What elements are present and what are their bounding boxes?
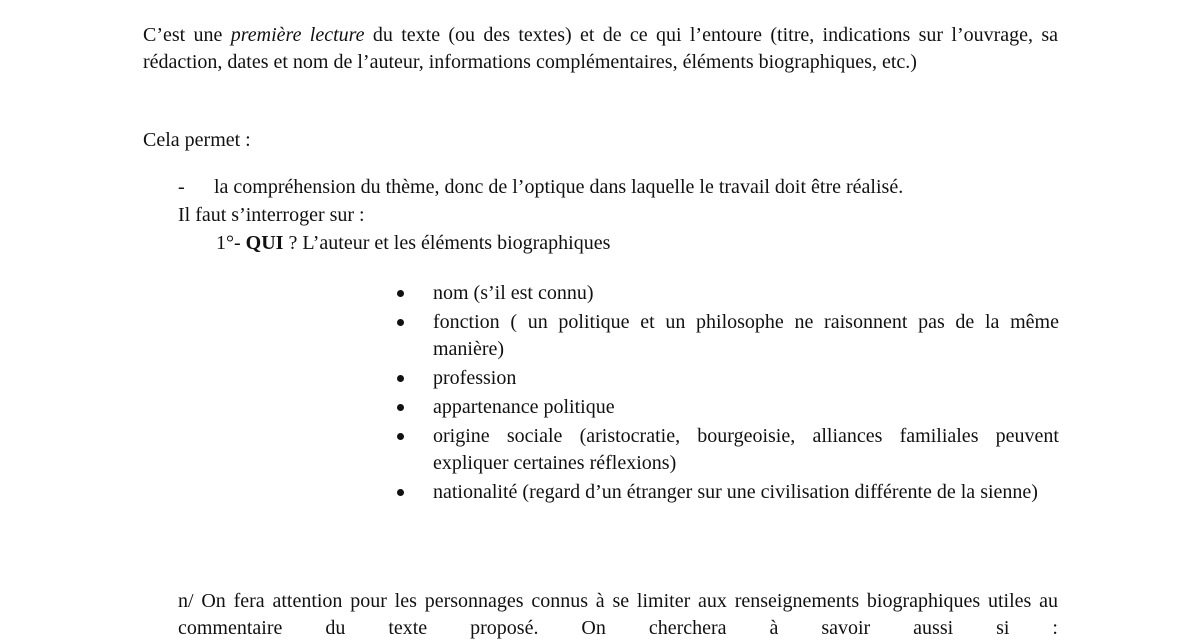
note-paragraph: n/ On fera attention pour les personnages connus à se limiter aux renseignements biographiques utiles au commentaire du texte proposé. On cherchera à savoir aussi si :	[178, 590, 1058, 639]
bullet-text: nom (s’il est connu)	[433, 282, 594, 304]
bullet-item	[397, 479, 1059, 506]
dash-marker: -	[178, 176, 185, 198]
qui-keyword: QUI	[245, 232, 284, 254]
permet-paragraph: Cela permet :	[143, 129, 251, 151]
dash-item-text: la compréhension du thème, donc de l’optique dans laquelle le travail doit être réalisé.	[214, 176, 904, 198]
intro-text-end: du texte (ou des textes) et de ce qui l’entoure (titre, indications sur l’ouvrage, sa rédaction, dates et nom de l’auteur, informations complémentaires, éléments biographiques, etc.)	[143, 24, 1059, 73]
bullet-text: appartenance politique	[433, 396, 615, 418]
bullet-dot-icon	[397, 433, 404, 440]
bullet-item	[397, 394, 1059, 421]
qui-description: ? L’auteur et les éléments biographiques	[283, 232, 611, 254]
intro-text-start: C’est une	[143, 24, 231, 46]
bullet-dot-icon	[397, 489, 404, 496]
bullet-text: nationalité (regard d’un étranger sur une civilisation différente de la sienne)	[433, 481, 1038, 503]
bullet-text: profession	[433, 367, 517, 389]
bullet-item	[397, 365, 1059, 392]
dash-list-item	[178, 174, 903, 201]
intro-paragraph	[143, 22, 1058, 76]
bullet-dot-icon	[397, 319, 404, 326]
bullet-item	[397, 423, 1059, 477]
bullet-dot-icon	[397, 404, 404, 411]
interroger-line: Il faut s’interroger sur :	[178, 204, 365, 226]
qui-number: 1°-	[216, 232, 246, 254]
biography-bullet-list	[397, 280, 1059, 508]
bullet-text: origine sociale (aristocratie, bourgeoisie, alliances familiales peuvent expliquer certaines réflexions)	[433, 425, 1059, 474]
bullet-dot-icon	[397, 375, 404, 382]
bullet-dot-icon	[397, 290, 404, 297]
intro-emphasis: première lecture	[230, 24, 365, 46]
qui-heading	[216, 230, 610, 257]
bullet-item	[397, 280, 1059, 307]
bullet-text: fonction ( un politique et un philosophe ne raisonnent pas de la même manière)	[433, 311, 1059, 360]
bullet-item	[397, 309, 1059, 363]
